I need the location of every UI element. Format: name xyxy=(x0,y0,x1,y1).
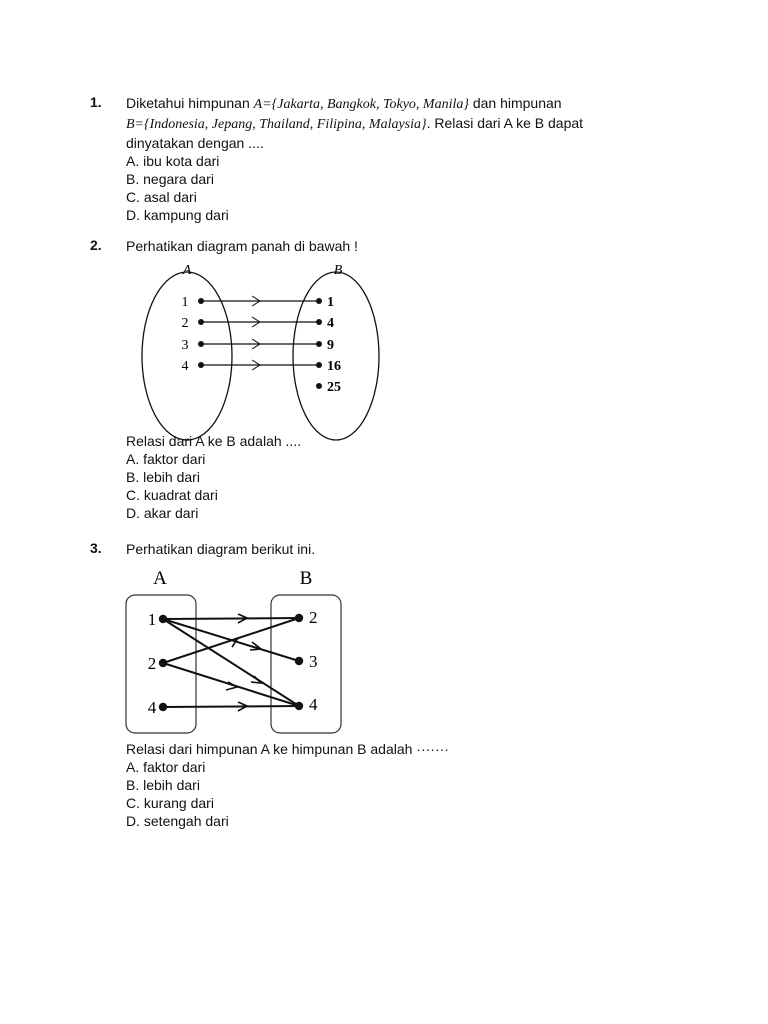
option-a[interactable]: A. faktor dari xyxy=(126,759,206,775)
question-text xyxy=(126,740,646,830)
domain-label-1: 1 xyxy=(147,610,157,629)
question-number: 3. xyxy=(90,540,102,556)
codomain-point-4 xyxy=(295,702,303,710)
codomain-point-25 xyxy=(316,383,322,389)
arrow-1-to-2 xyxy=(163,618,299,619)
question-line-3: dinyatakan dengan .... xyxy=(126,135,264,151)
set-b-label: B xyxy=(333,263,343,278)
option-b[interactable]: B. lebih dari xyxy=(126,777,200,793)
set-a-definition: A={Jakarta, Bangkok, Tokyo, Manila} xyxy=(253,97,469,112)
question-text xyxy=(126,432,646,522)
set-b-box xyxy=(271,595,341,733)
question-number: 1. xyxy=(90,94,102,110)
domain-label-4: 4 xyxy=(181,359,189,374)
mid-text: dan himpunan xyxy=(468,95,562,111)
option-a[interactable]: A. faktor dari xyxy=(126,451,206,467)
tail-text: . Relasi dari A ke B dapat xyxy=(426,115,584,131)
codomain-label-2: 2 xyxy=(309,608,318,627)
codomain-label-16: 16 xyxy=(327,359,341,374)
question-prompt: Perhatikan diagram berikut ini. xyxy=(126,541,316,557)
option-b[interactable]: B. lebih dari xyxy=(126,469,200,485)
question-number: 2. xyxy=(90,237,102,253)
domain-label-1: 1 xyxy=(181,295,189,310)
domain-label-2: 2 xyxy=(181,316,189,331)
set-a-label: A xyxy=(182,263,192,278)
question-prompt: Perhatikan diagram panah di bawah ! xyxy=(126,238,358,254)
codomain-point-3 xyxy=(295,657,303,665)
set-b-ellipse xyxy=(293,272,379,440)
codomain-label-1: 1 xyxy=(327,295,334,310)
arrow-diagram-2 xyxy=(120,560,360,740)
codomain-label-4: 4 xyxy=(327,316,334,331)
domain-point-4 xyxy=(159,703,167,711)
set-b-label: B xyxy=(299,568,313,589)
arrow-diagram-1 xyxy=(130,256,400,446)
domain-label-2: 2 xyxy=(147,654,157,673)
option-c[interactable]: C. kurang dari xyxy=(126,795,214,811)
arrow-4-to-4 xyxy=(163,706,299,707)
question-line-1 xyxy=(126,94,646,114)
codomain-label-25: 25 xyxy=(327,380,341,395)
option-d[interactable]: D. kampung dari xyxy=(126,207,229,223)
domain-label-3: 3 xyxy=(181,338,189,353)
codomain-point-2 xyxy=(295,614,303,622)
option-c[interactable]: C. asal dari xyxy=(126,189,197,205)
codomain-label-3: 3 xyxy=(309,652,318,671)
intro-text: Diketahui himpunan xyxy=(126,95,254,111)
domain-label-4: 4 xyxy=(147,698,157,717)
question-line: Relasi dari A ke B adalah .... xyxy=(126,433,302,449)
option-d[interactable]: D. akar dari xyxy=(126,505,199,521)
set-b-definition: B={Indonesia, Jepang, Thailand, Filipina, Malaysia} xyxy=(126,117,427,132)
question-line: Relasi dari himpunan A ke himpunan B adalah ······· xyxy=(126,741,449,757)
codomain-label-4: 4 xyxy=(309,695,318,714)
codomain-label-9: 9 xyxy=(327,338,334,353)
option-d[interactable]: D. setengah dari xyxy=(126,813,229,829)
option-c[interactable]: C. kuadrat dari xyxy=(126,487,218,503)
option-a[interactable]: A. ibu kota dari xyxy=(126,153,220,169)
domain-point-1 xyxy=(159,615,167,623)
option-b[interactable]: B. negara dari xyxy=(126,171,214,187)
domain-point-2 xyxy=(159,659,167,667)
arrow-1-to-4 xyxy=(163,619,299,706)
question-text xyxy=(126,94,646,224)
set-a-label: A xyxy=(153,568,167,589)
question-line-2 xyxy=(126,114,646,134)
